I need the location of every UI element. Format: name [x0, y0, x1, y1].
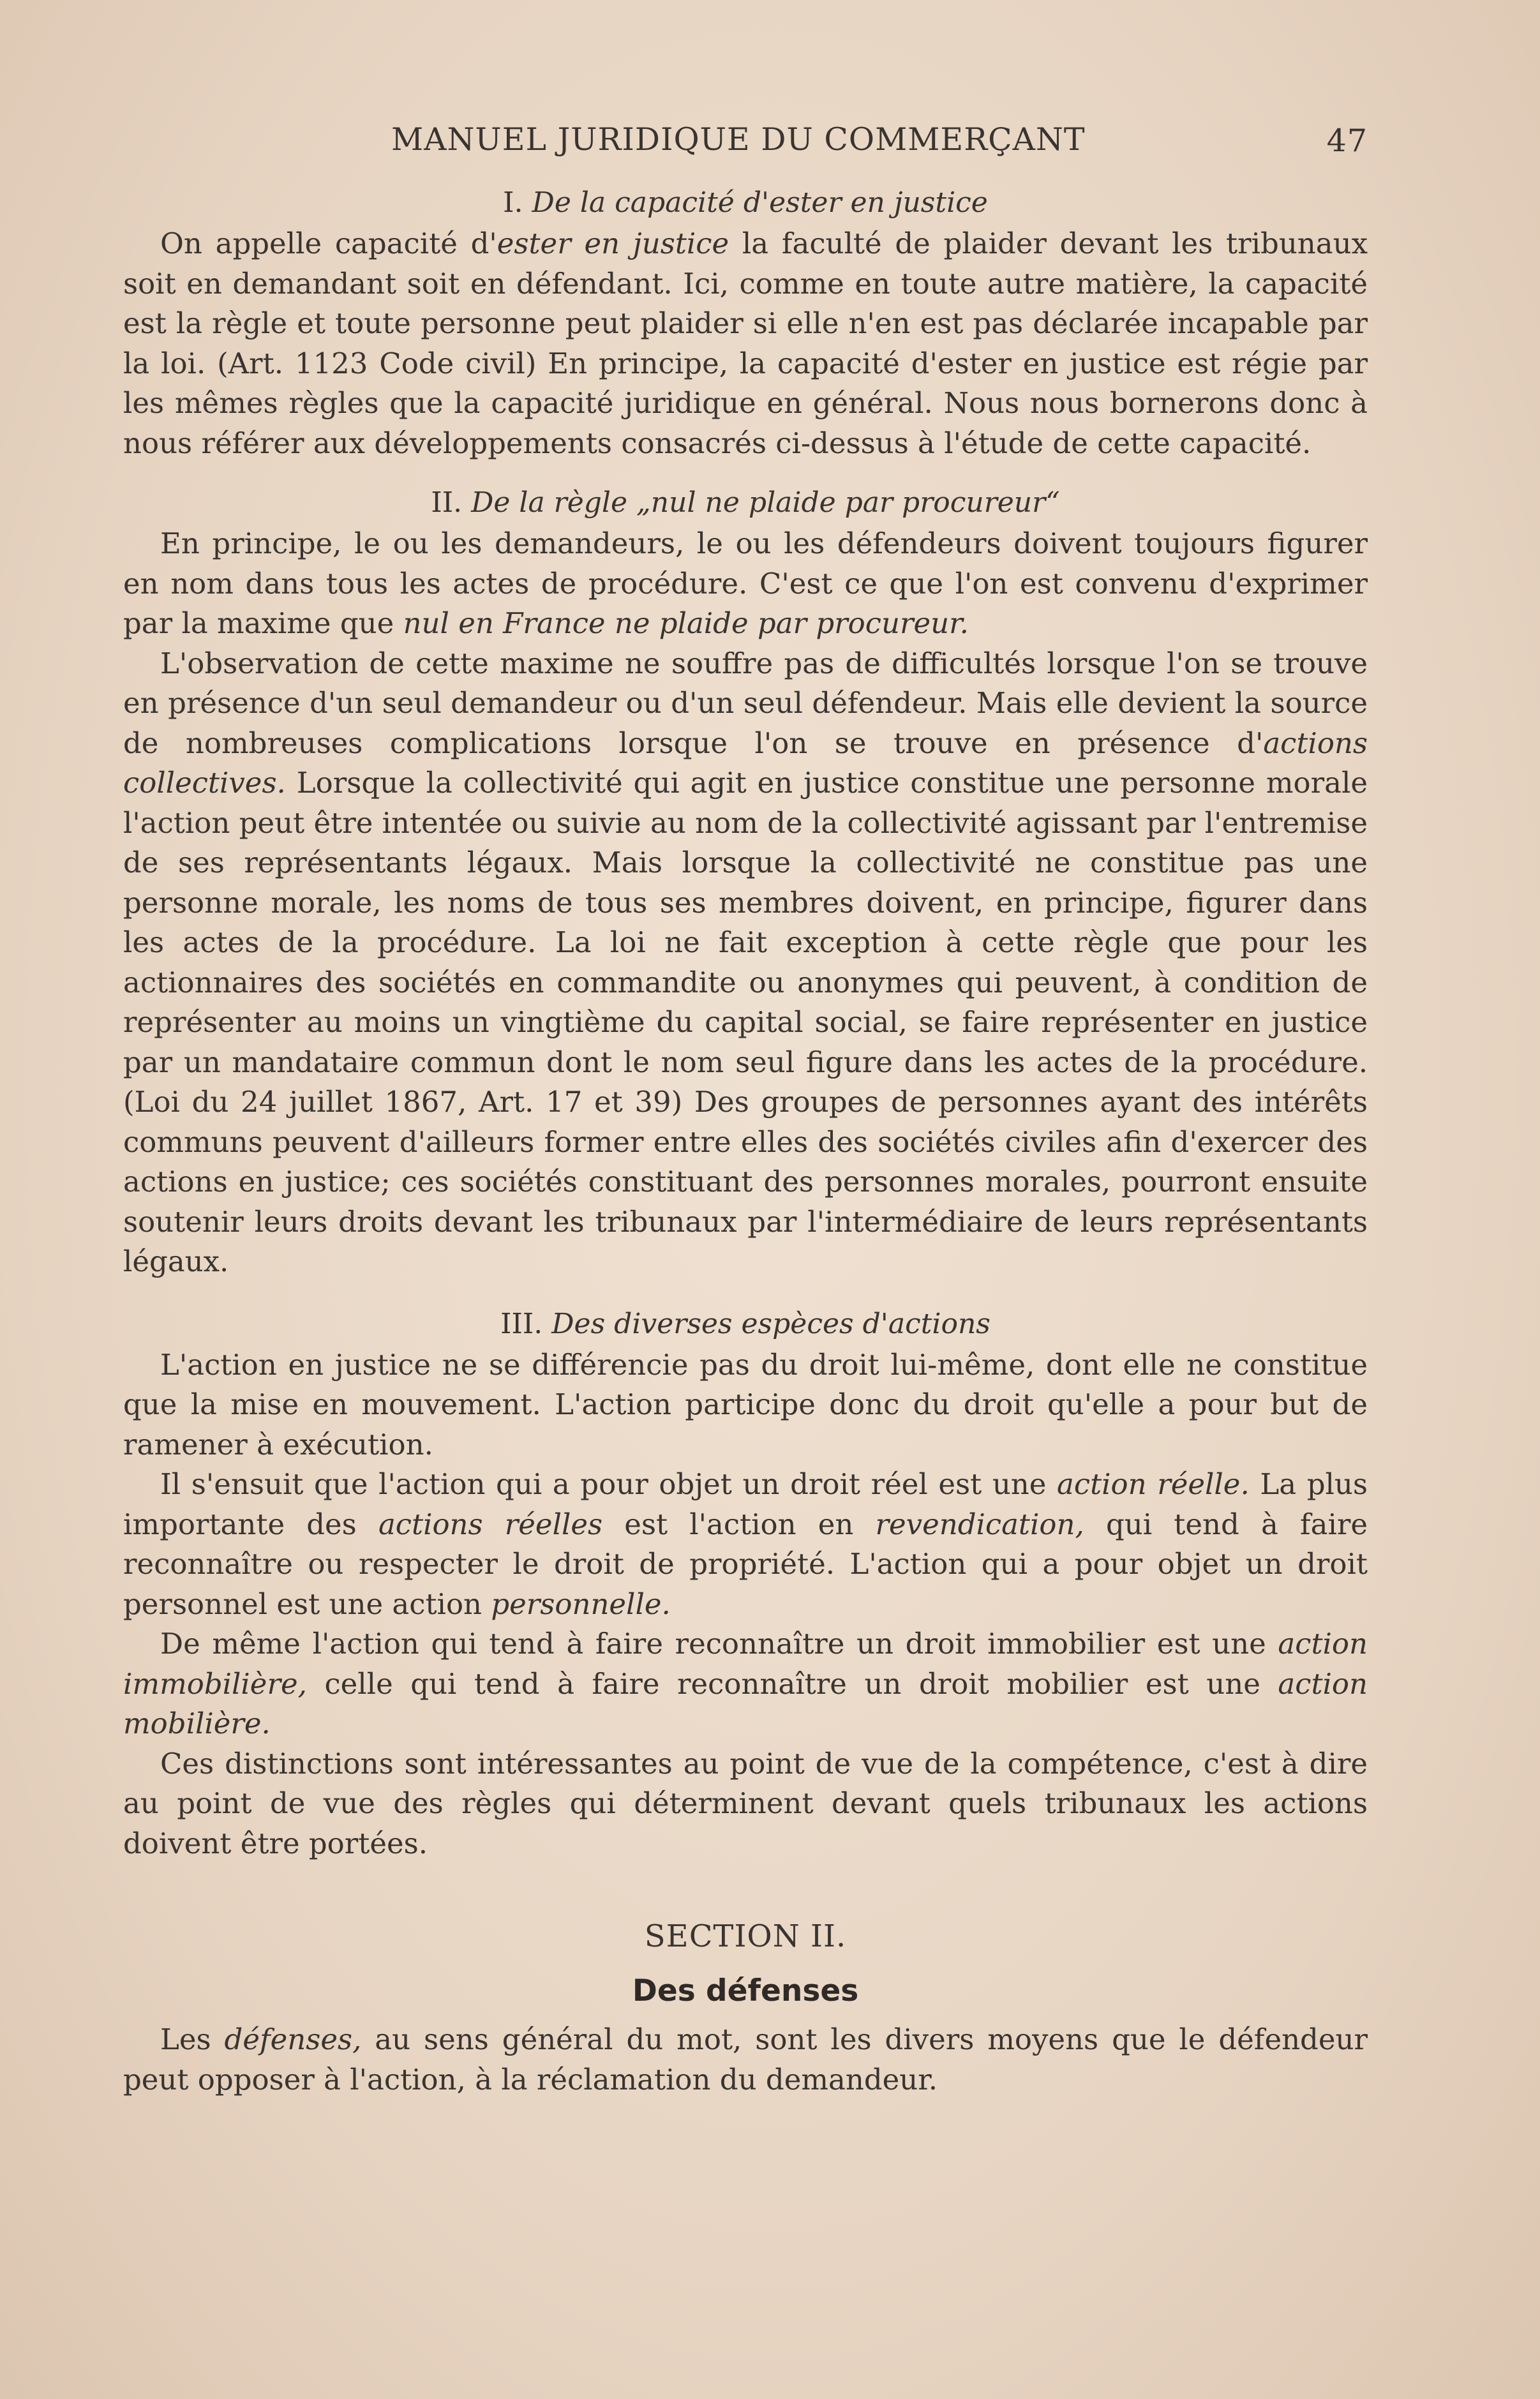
italic-run: action réelle.	[1057, 1467, 1250, 1501]
paragraph: L'action en justice ne se différencie pas du droit lui-même, dont elle ne constitue que la mise en mouvement. L'action participe donc du droit qu'elle a pour but de ramener à exécution.	[123, 1347, 1368, 1461]
paragraph	[123, 224, 1368, 463]
italic-run: action mobilière.	[123, 1666, 1368, 1740]
paragraph	[123, 524, 1368, 644]
text-run: L'observation de cette maxime ne souffre pas de difficultés lorsque l'on se trouve en présence d'un seul demandeur ou d'un seul défendeur. Mais elle devient la source de nombreuses complications lorsque l'on se trouve en présence d'	[123, 646, 1368, 760]
text-run: est l'action en	[602, 1507, 876, 1541]
subsection-number: I.	[503, 186, 523, 219]
italic-run: nul en France ne plaide par procureur.	[403, 606, 969, 640]
text-run: De même l'action qui tend à faire reconnaître un droit immobilier est une	[160, 1627, 1278, 1661]
paragraph: Ces distinctions sont intéressantes au point de vue de la compétence, c'est à dire au point de vue des règles qui déterminent devant quels tribunaux les actions doivent être portées.	[123, 1746, 1368, 1860]
paragraph	[123, 2020, 1368, 2100]
text-run: celle qui tend à faire reconnaître un droit mobilier est une	[306, 1666, 1278, 1701]
subsection-title: De la règle „nul ne plaide par procureur“	[471, 486, 1060, 519]
text-block	[123, 115, 1368, 2100]
text-run: au sens général du mot, sont les divers moyens que le défendeur peut opposer à l'action, à la réclamation du demandeur.	[123, 2022, 1368, 2096]
subsection-number: III.	[500, 1307, 543, 1340]
text-run: On appelle capacité d'	[160, 227, 497, 260]
italic-run: revendication,	[875, 1507, 1084, 1541]
italic-run: personnelle.	[491, 1587, 671, 1621]
subsection-heading-3	[123, 1308, 1368, 1340]
subsection-title: Des diverses espèces d'actions	[551, 1307, 991, 1340]
subsection-heading-1	[123, 186, 1368, 219]
italic-run: actions réelles	[378, 1507, 603, 1541]
paragraph	[123, 644, 1368, 1282]
italic-run: action immobilière,	[123, 1627, 1368, 1701]
subsection-number: II.	[431, 486, 463, 519]
section-title: Des défenses	[632, 1973, 859, 2008]
text-run: Les	[160, 2022, 225, 2056]
subsection-heading-2	[123, 486, 1368, 519]
text-run: La plus importante des	[123, 1467, 1368, 1541]
paragraph	[123, 1465, 1368, 1624]
subsection-title: De la capacité d'ester en justice	[532, 186, 988, 219]
italic-run: actions collectives.	[123, 726, 1368, 800]
text-run: la faculté de plaider devant les tribunaux soit en demandant soit en défendant. Ici, comme en toute autre matière, la capacité est la règle et toute personne peut plaider si elle n'en est pas déclarée incapable par la loi. (Art. 1123 Code civil) En principe, la capacité d'ester en justice est régie par les mêmes règles que la capacité juridique en général. Nous nous bornerons donc à nous référer aux développements consacrés ci-dessus à l'étude de cette capacité.	[123, 227, 1368, 460]
page-number: 47	[1326, 123, 1368, 159]
page-header	[123, 115, 1368, 172]
text-run: Il s'ensuit que l'action qui a pour objet un droit réel est une	[160, 1467, 1058, 1501]
italic-run: défenses,	[224, 2022, 362, 2056]
italic-run: ester en justice	[497, 227, 729, 260]
text-run: En principe, le ou les demandeurs, le ou les défendeurs doivent toujours figurer en nom dans tous les actes de procédure. C'est ce que l'on est convenu d'exprimer par la maxime que	[123, 527, 1368, 640]
paragraph	[123, 1624, 1368, 1744]
section-heading: SECTION II.	[644, 1918, 847, 1954]
text-run: qui tend à faire reconnaître ou respecter le droit de propriété. L'action qui a pour objet un droit personnel est une action	[123, 1507, 1368, 1621]
text-run: Lorsque la collectivité qui agit en justice constitue une personne morale l'action peut être intentée ou suivie au nom de la collectivité agissant par l'entremise de ses représentants légaux. Mais lorsque la collectivité ne constitue pas une personne morale, les noms de tous ses membres doivent, en principe, figurer dans les actes de la procédure. La loi ne fait exception à cette règle que pour les actionnaires des sociétés en commandite ou anonymes qui peuvent, à condition de représenter au moins un vingtième du capital social, se faire représenter en justice par un mandataire commun dont le nom seul figure dans les actes de la procédure. (Loi du 24 juillet 1867, Art. 17 et 39) Des groupes de personnes ayant des intérêts communs peuvent d'ailleurs former entre elles des sociétés civiles afin d'exercer des actions en justice; ces sociétés constituant des personnes morales, pourront ensuite soutenir leurs droits devant les tribunaux par l'intermédiaire de leurs représentants légaux.	[123, 766, 1368, 1278]
running-title: MANUEL JURIDIQUE DU COMMERÇANT	[391, 121, 1086, 158]
